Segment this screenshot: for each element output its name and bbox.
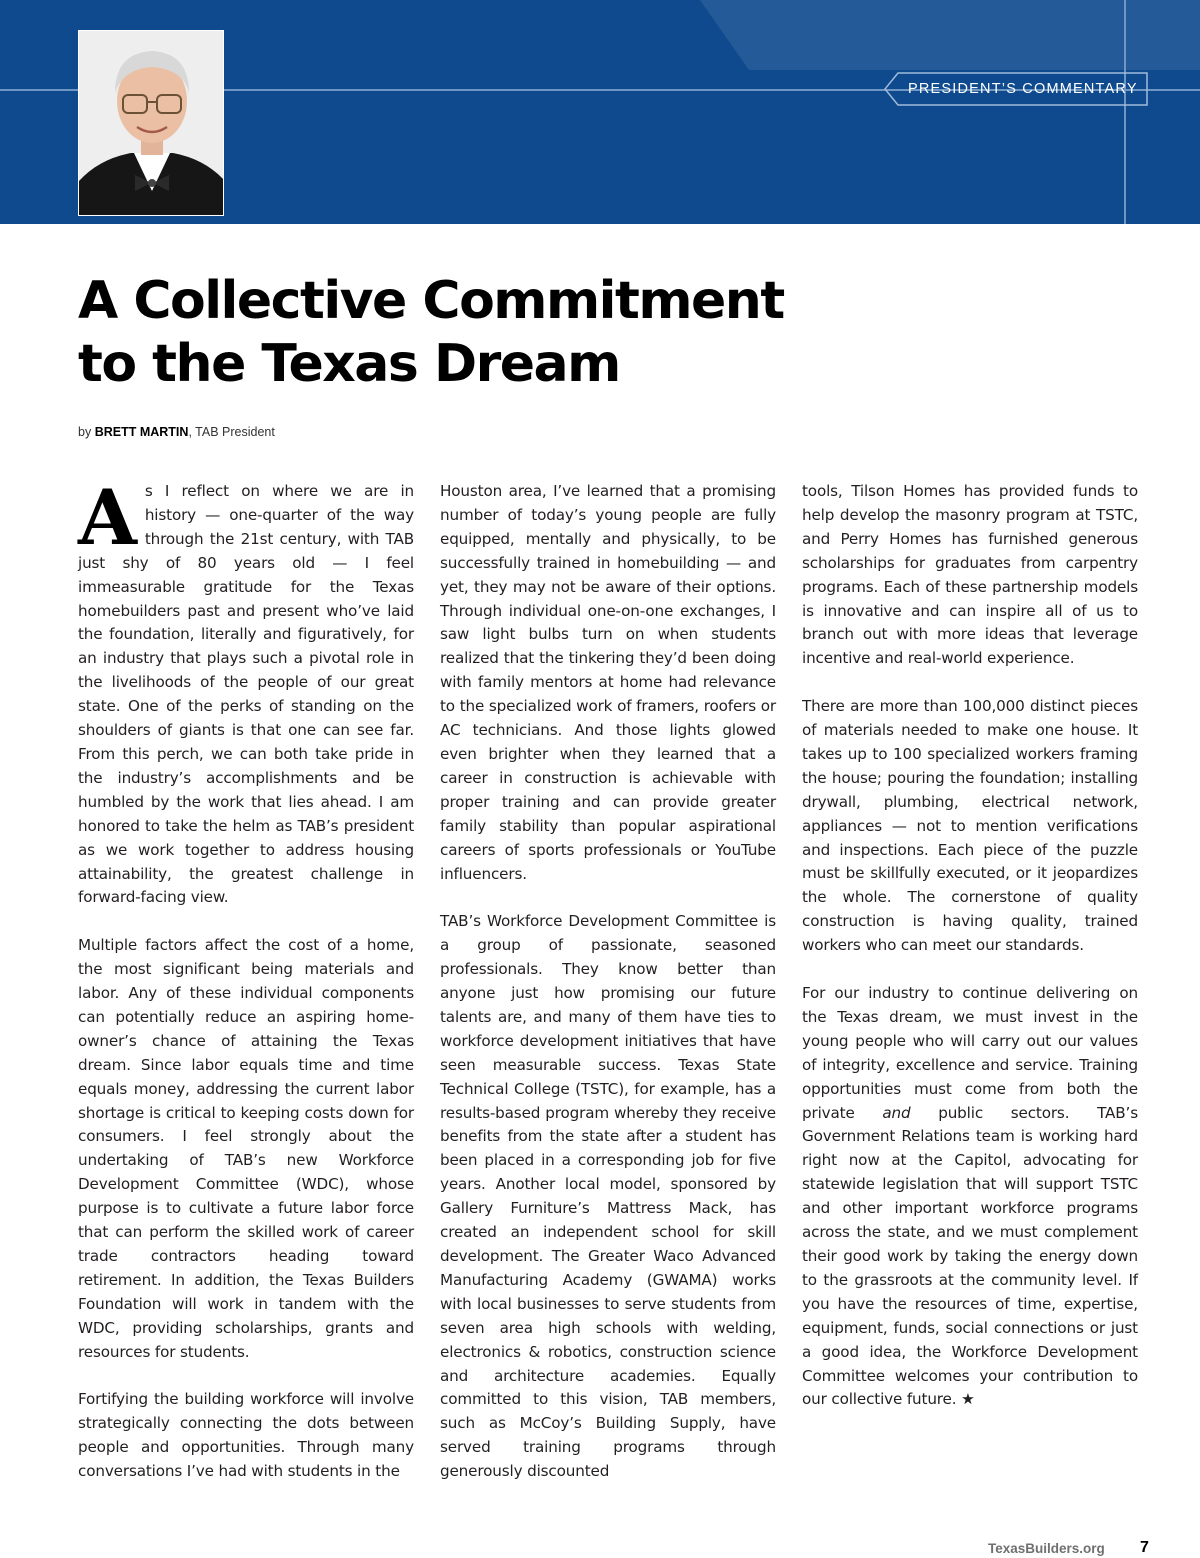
article-title-line-2: to the Texas Dream (78, 334, 620, 394)
section-tag-label: PRESIDENT’S COMMENTARY (908, 81, 1138, 97)
banner-vertical-rule (1124, 0, 1126, 224)
page-number: 7 (1140, 1539, 1149, 1556)
article-column-1 (78, 473, 414, 1508)
emphasis-text: and (882, 1103, 911, 1122)
body-paragraph: Multiple factors affect the cost of a home, the most significant being materials and labor. Any of these individual components can potentially reduce an aspiring home-owner’s chance of attaining the Texas dream. Since labor equals time and time equals money, addressing the current labor shortage is critical to keeping costs down for consumers. I feel strongly about the undertaking of TAB’s new Workforce Development Committee (WDC), whose purpose is to cultivate a future labor force that can perform the skilled work of career trade contractors heading toward retirement. In addition, the Texas Builders Foundation will work in tandem with the WDC, providing scholarships, grants and resources for students. (78, 936, 414, 1361)
byline-author: BRETT MARTIN (94, 425, 189, 439)
body-paragraph: Houston area, I’ve learned that a promising number of today’s young people are fully equipped, mentally and physically, to be successfully trained in homebuilding — and yet, they may not be aware of their options. Through individual one-on-one exchanges, I saw light bulbs turn on when students realized that the tinkering they’d been doing with family mentors at home had relevance to the specialized work of framers, roofers or AC technicians. And those lights glowed even brighter when they learned that a career in construction is achievable with proper training and can provide greater family stability than popular aspirational careers of sports professionals or YouTube influencers. (440, 482, 776, 883)
drop-cap: A (78, 473, 137, 562)
article-column-2 (440, 480, 776, 1508)
footer-website: TexasBuilders.org (988, 1541, 1105, 1556)
section-tag (884, 72, 1148, 106)
paragraph-text: public sectors. TAB’s Government Relations team is working hard right now at the Capitol, advocating for statewide legislation that will support TSTC and other important workforce programs across the state, and we must complement their good work by taking the energy down to the grassroots at the community level. If you have the resources of time, expertise, equipment, funds, social connections or just a good idea, the Workforce Development Committee welcomes your contribution to our collective future. (802, 1103, 1138, 1409)
body-paragraph: Fortifying the building workforce will involve strategically connecting the dots between people and opportunities. Through many conversations I’ve had with students in the (78, 1390, 414, 1481)
paragraph-text: For our industry to continue delivering on the Texas dream, we must invest in the young people who will carry out our values of integrity, excellence and service. Training opportunities must come from both the private (802, 984, 1138, 1122)
body-paragraph (78, 473, 414, 910)
body-paragraph: TAB’s Workforce Development Committee is a group of passionate, seasoned professionals. They know better than anyone just how promising our future talents are, and many of them have ties to workforce development initiatives that have seen measurable success. Texas State Technical College (TSTC), for example, has a results-based program whereby they receive benefits from the state after a student has been placed in a corresponding job for five years. Another local model, sponsored by Gallery Furniture’s Mattress Mack, has created an independent school for skill development. The Greater Waco Advanced Manufacturing Academy (GWAMA) works with local businesses to serve students from seven area high schools with welding, electronics & robotics, construction science and architecture academies. Equally committed to this vision, TAB members, such as McCoy’s Building Supply, have served training programs through generously discounted (440, 912, 776, 1481)
author-photo (78, 30, 224, 216)
article-title-line-1: A Collective Commitment (78, 271, 784, 331)
paragraph-text: s I reflect on where we are in history — one-quarter of the way through the 21st century, with TAB just shy of 80 years old — I feel immeasurable gratitude for the Texas homebuilders past and present who’ve laid the foundation, literally and figuratively, for an industry that plays such a pivotal role in the livelihoods of the people of our great state. One of the perks of standing on the shoulders of giants is that one can see far. From this perch, we can both take pride in the industry’s accomplishments and be humbled by the work that lies ahead. I am honored to take the helm as TAB’s president as we work together to address housing attainability, the greatest challenge in forward-facing view. (78, 482, 414, 907)
body-paragraph: tools, Tilson Homes has provided funds to help develop the masonry program at TSTC, and Perry Homes has furnished generous scholarships for graduates from carpentry programs. Each of these partnership models is innovative and can inspire all of us to branch out with more ideas that leverage incentive and real-world experience. (802, 482, 1138, 668)
end-star-icon: ★ (961, 1390, 975, 1409)
portrait-photo-icon (79, 31, 224, 216)
byline (78, 425, 275, 439)
article-column-3 (802, 480, 1138, 1436)
body-paragraph: There are more than 100,000 distinct pieces of materials needed to make one house. It takes up to 100 specialized workers framing the house; pouring the foundation; installing drywall, plumbing, electrical network, appliances — not to mention verifications and inspections. Each piece of the puzzle must be skillfully executed, or it jeopardizes the whole. The cornerstone of quality construction is having quality, trained workers who can meet our standards. (802, 697, 1138, 955)
body-paragraph (802, 982, 1138, 1412)
header-banner (0, 0, 1200, 224)
article-title (78, 270, 784, 396)
byline-role: , TAB President (188, 425, 275, 439)
byline-prefix: by (78, 425, 95, 439)
